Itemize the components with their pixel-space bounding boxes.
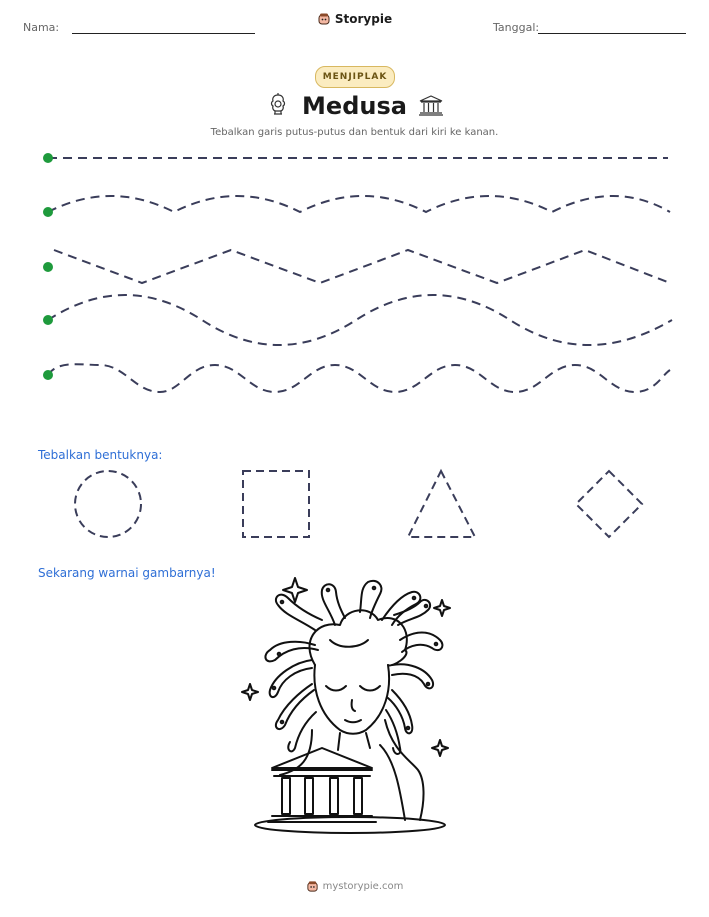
name-field[interactable] (72, 33, 255, 34)
page-title: Medusa (302, 92, 407, 120)
trace-diamond[interactable] (576, 471, 642, 537)
sparkle-icon (432, 740, 448, 756)
sparkle-icon (242, 684, 258, 700)
footer-link[interactable]: mystorypie.com (322, 881, 404, 892)
start-dot-icon (43, 370, 53, 380)
tracing-line-bump-wave[interactable] (48, 364, 670, 392)
tracing-line-wave-2[interactable] (48, 295, 672, 345)
brand-mascot-icon (317, 12, 331, 26)
medusa-coloring-illustration[interactable] (235, 572, 475, 836)
color-heading: Sekarang warnai gambarnya! (38, 566, 216, 580)
brand-mascot-icon (306, 880, 319, 893)
brand-name: Storypie (334, 12, 393, 26)
date-label: Tanggal: (493, 21, 540, 34)
tracing-line-wave[interactable] (48, 196, 670, 212)
temple-icon (418, 94, 444, 116)
sparkle-icon (283, 578, 307, 602)
trace-triangle[interactable] (408, 471, 475, 537)
sparkle-icon (434, 600, 450, 616)
trace-circle[interactable] (75, 471, 141, 537)
activity-badge: MENJIPLAK (315, 66, 395, 88)
footer (0, 880, 709, 896)
start-dot-icon (43, 315, 53, 325)
instructions: Tebalkan garis putus-putus dan bentuk dari kiri ke kanan. (210, 127, 499, 138)
start-dot-icon (43, 153, 53, 163)
shapes-heading: Tebalkan bentuknya: (38, 448, 163, 462)
tracing-lines (0, 140, 709, 400)
start-dot-icon (43, 262, 53, 272)
brand (0, 12, 709, 29)
name-label: Nama: (23, 21, 60, 34)
start-dot-icon (43, 207, 53, 217)
trace-square[interactable] (243, 471, 309, 537)
date-field[interactable] (538, 33, 686, 34)
trace-shapes (0, 465, 709, 545)
tracing-line-zigzag[interactable] (54, 250, 670, 283)
